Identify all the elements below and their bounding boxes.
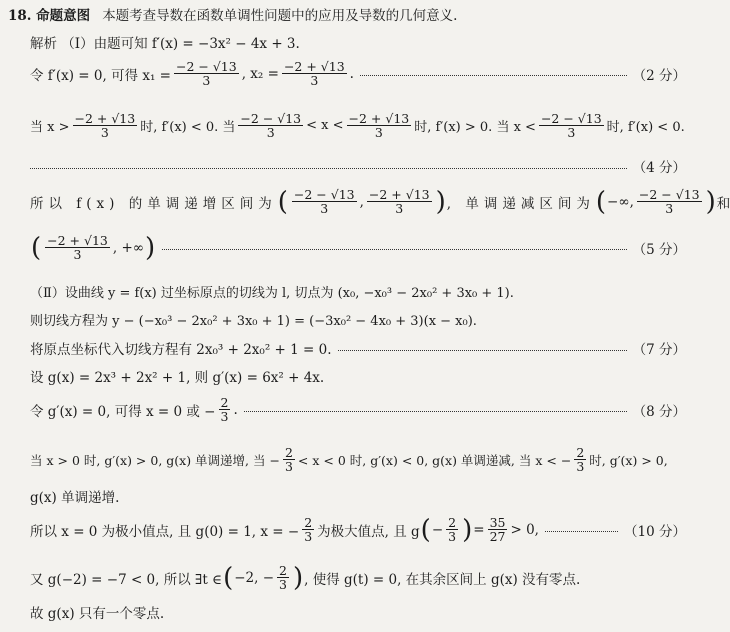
part2-line1 [30,282,686,301]
part2-line4 [30,366,686,386]
fraction-num: −2 − √13 [638,187,700,202]
part1-line4 [30,156,686,176]
leader-dots [338,350,627,351]
text-segment: （Ⅱ）设曲线 y = f(x) 过坐标原点的切线为 l, 切点为 (x₀, −x₀³ − 2x₀² + 3x₀ + 1). [30,286,514,301]
score-points: （10 分） [624,523,686,540]
fraction-den: 3 [73,247,82,263]
fraction-num: −2 + √13 [283,59,345,74]
text-segment: 令 g′(x) = 0, 可得 x = 0 或 − [30,403,216,420]
fraction-den: 3 [304,529,313,545]
fraction-den: 3 [395,201,404,217]
text-segment: < x < 0 时, g′(x) < 0, g(x) 单调递减, 当 x < − [297,452,572,468]
part2-line9 [30,564,686,591]
text-segment: g(x) 单调递增. [30,490,120,506]
text-segment: 令 f′(x) = 0, 可得 x₁ = [30,67,171,84]
fraction [488,516,508,543]
leader-dots [162,249,626,250]
text-segment: 当 x > 0 时, g′(x) > 0, g(x) 单调递增, 当 − [30,452,280,468]
part1-line6 [30,234,686,261]
text-segment: , 使得 g(t) = 0, 在其余区间上 g(x) 没有零点. [304,571,581,588]
fraction [73,112,138,139]
fraction-num: −2 + √13 [368,187,430,202]
fraction-den: 3 [665,201,674,217]
text-segment: 所以 x = 0 为极小值点, 且 g(0) = 1, x = − [30,523,300,540]
fraction [174,60,239,87]
fraction-num: 2 [448,515,457,530]
fraction-den: 3 [100,125,109,141]
fraction-num: −2 − √13 [540,111,602,126]
text-segment: , 单调递减区间为 [446,195,595,212]
score-points: （4 分） [632,160,686,176]
fraction-num: 2 [304,515,313,530]
fraction-num: 2 [284,445,293,460]
part2-line5 [30,396,686,423]
left-paren: ( [420,514,431,545]
fraction [219,396,231,423]
part1-derivative: 解析 （Ⅰ）由题可知 f′(x) = −3x² − 4x + 3. [30,36,300,52]
fraction-den: 3 [576,459,585,475]
comma: , [359,193,364,210]
fraction-num: −2 + √13 [348,111,410,126]
right-paren: ) [292,562,304,593]
fraction [45,234,110,261]
fraction-den: 3 [202,73,211,89]
text-segment: −2, − [234,569,275,586]
text-segment: , +∞ [112,239,145,256]
leader-dots [545,531,618,532]
part1-line1 [30,32,686,52]
fraction-den: 3 [374,125,383,141]
text-segment: . [349,65,354,82]
left-paren: ( [595,186,607,217]
text-segment: = [473,521,485,538]
fraction-den: 27 [489,529,506,545]
text-segment: 时, g′(x) > 0, [589,452,668,468]
text-segment: 所以 f(x) 的单调递增区间为 [30,195,277,212]
text-segment: 和 [716,195,730,212]
right-paren: ) [435,186,446,217]
fraction-num: −2 − √13 [240,111,302,126]
leader-dots [30,168,627,169]
fraction [283,446,295,473]
score-points: （5 分） [632,241,686,258]
fraction-num: 2 [220,395,229,410]
fraction [367,188,432,215]
right-paren: ) [705,186,716,217]
score-points: （7 分） [632,342,686,358]
fraction-num: −2 + √13 [74,111,136,126]
fraction-num: −2 + √13 [47,233,108,248]
fraction-num: 2 [279,563,287,578]
fraction [347,112,412,139]
fraction [238,112,303,139]
fraction [292,188,357,215]
problem-header [8,4,686,24]
text-segment: > 0, [510,521,539,538]
fraction-num: 2 [576,445,585,460]
header-prefix: 18. 命题意图 [8,8,91,24]
text-segment: 将原点坐标代入切线方程有 2x₀³ + 2x₀² + 1 = 0. [30,342,332,358]
left-paren: ( [223,562,234,593]
fraction [574,446,586,473]
fraction-den: 3 [448,529,457,545]
fraction-den: 3 [279,577,287,593]
part1-line3 [30,112,686,139]
text-segment: 设 g(x) = 2x³ + 2x² + 1, 则 g′(x) = 6x² + 4x. [30,370,325,386]
text-segment: . [233,401,238,418]
text-segment: 为极大值点, 且 g [317,523,420,540]
fraction-den: 3 [284,459,293,475]
text-segment: − [431,521,444,538]
text-segment: 则切线方程为 y − (−x₀³ − 2x₀² + 3x₀ + 1) = (−3x₀² − 4x₀ + 3)(x − x₀). [30,314,477,329]
text-segment: < x < [306,118,344,134]
fraction-den: 3 [320,201,329,217]
text-segment: 时, f′(x) > 0. 当 x < [414,120,536,136]
score-points: （2 分） [632,67,686,84]
part1-line2 [30,60,686,87]
leader-dots [360,75,627,76]
fraction [637,188,702,215]
left-paren: ( [31,232,42,263]
left-paren: ( [277,186,288,217]
part2-line3 [30,338,686,358]
fraction [446,516,458,543]
right-paren: ) [145,232,156,263]
text-segment: , x₂ = [241,65,279,82]
score-points: （8 分） [632,403,686,420]
right-paren: ) [462,514,473,545]
fraction [277,564,289,591]
text-segment: 又 g(−2) = −7 < 0, 所以 ∃t ∈ [30,571,223,588]
text-segment: 时, f′(x) < 0. [606,120,685,136]
fraction-num: −2 − √13 [176,59,237,74]
part2-line6 [30,446,686,473]
text-segment: 时, f′(x) < 0. 当 [140,120,236,136]
text-segment: 故 g(x) 只有一个零点. [30,606,165,622]
fraction-num: 35 [489,515,506,530]
fraction-den: 3 [220,409,229,425]
fraction [282,60,347,87]
part2-line2 [30,310,686,329]
part2-line7 [30,486,686,506]
fraction-num: −2 − √13 [293,187,355,202]
fraction-den: 3 [310,73,319,89]
fraction [539,112,604,139]
part2-line10 [30,602,686,622]
fraction [302,516,314,543]
leader-dots [244,411,627,412]
part2-line8 [30,516,686,543]
text-segment: −∞, [607,193,634,210]
text-segment: 当 x > [30,120,70,136]
fraction-den: 3 [567,125,576,141]
fraction-den: 3 [266,125,275,141]
header-text: 本题考查导数在函数单调性问题中的应用及导数的几何意义. [102,8,458,24]
part1-line5 [30,186,730,217]
